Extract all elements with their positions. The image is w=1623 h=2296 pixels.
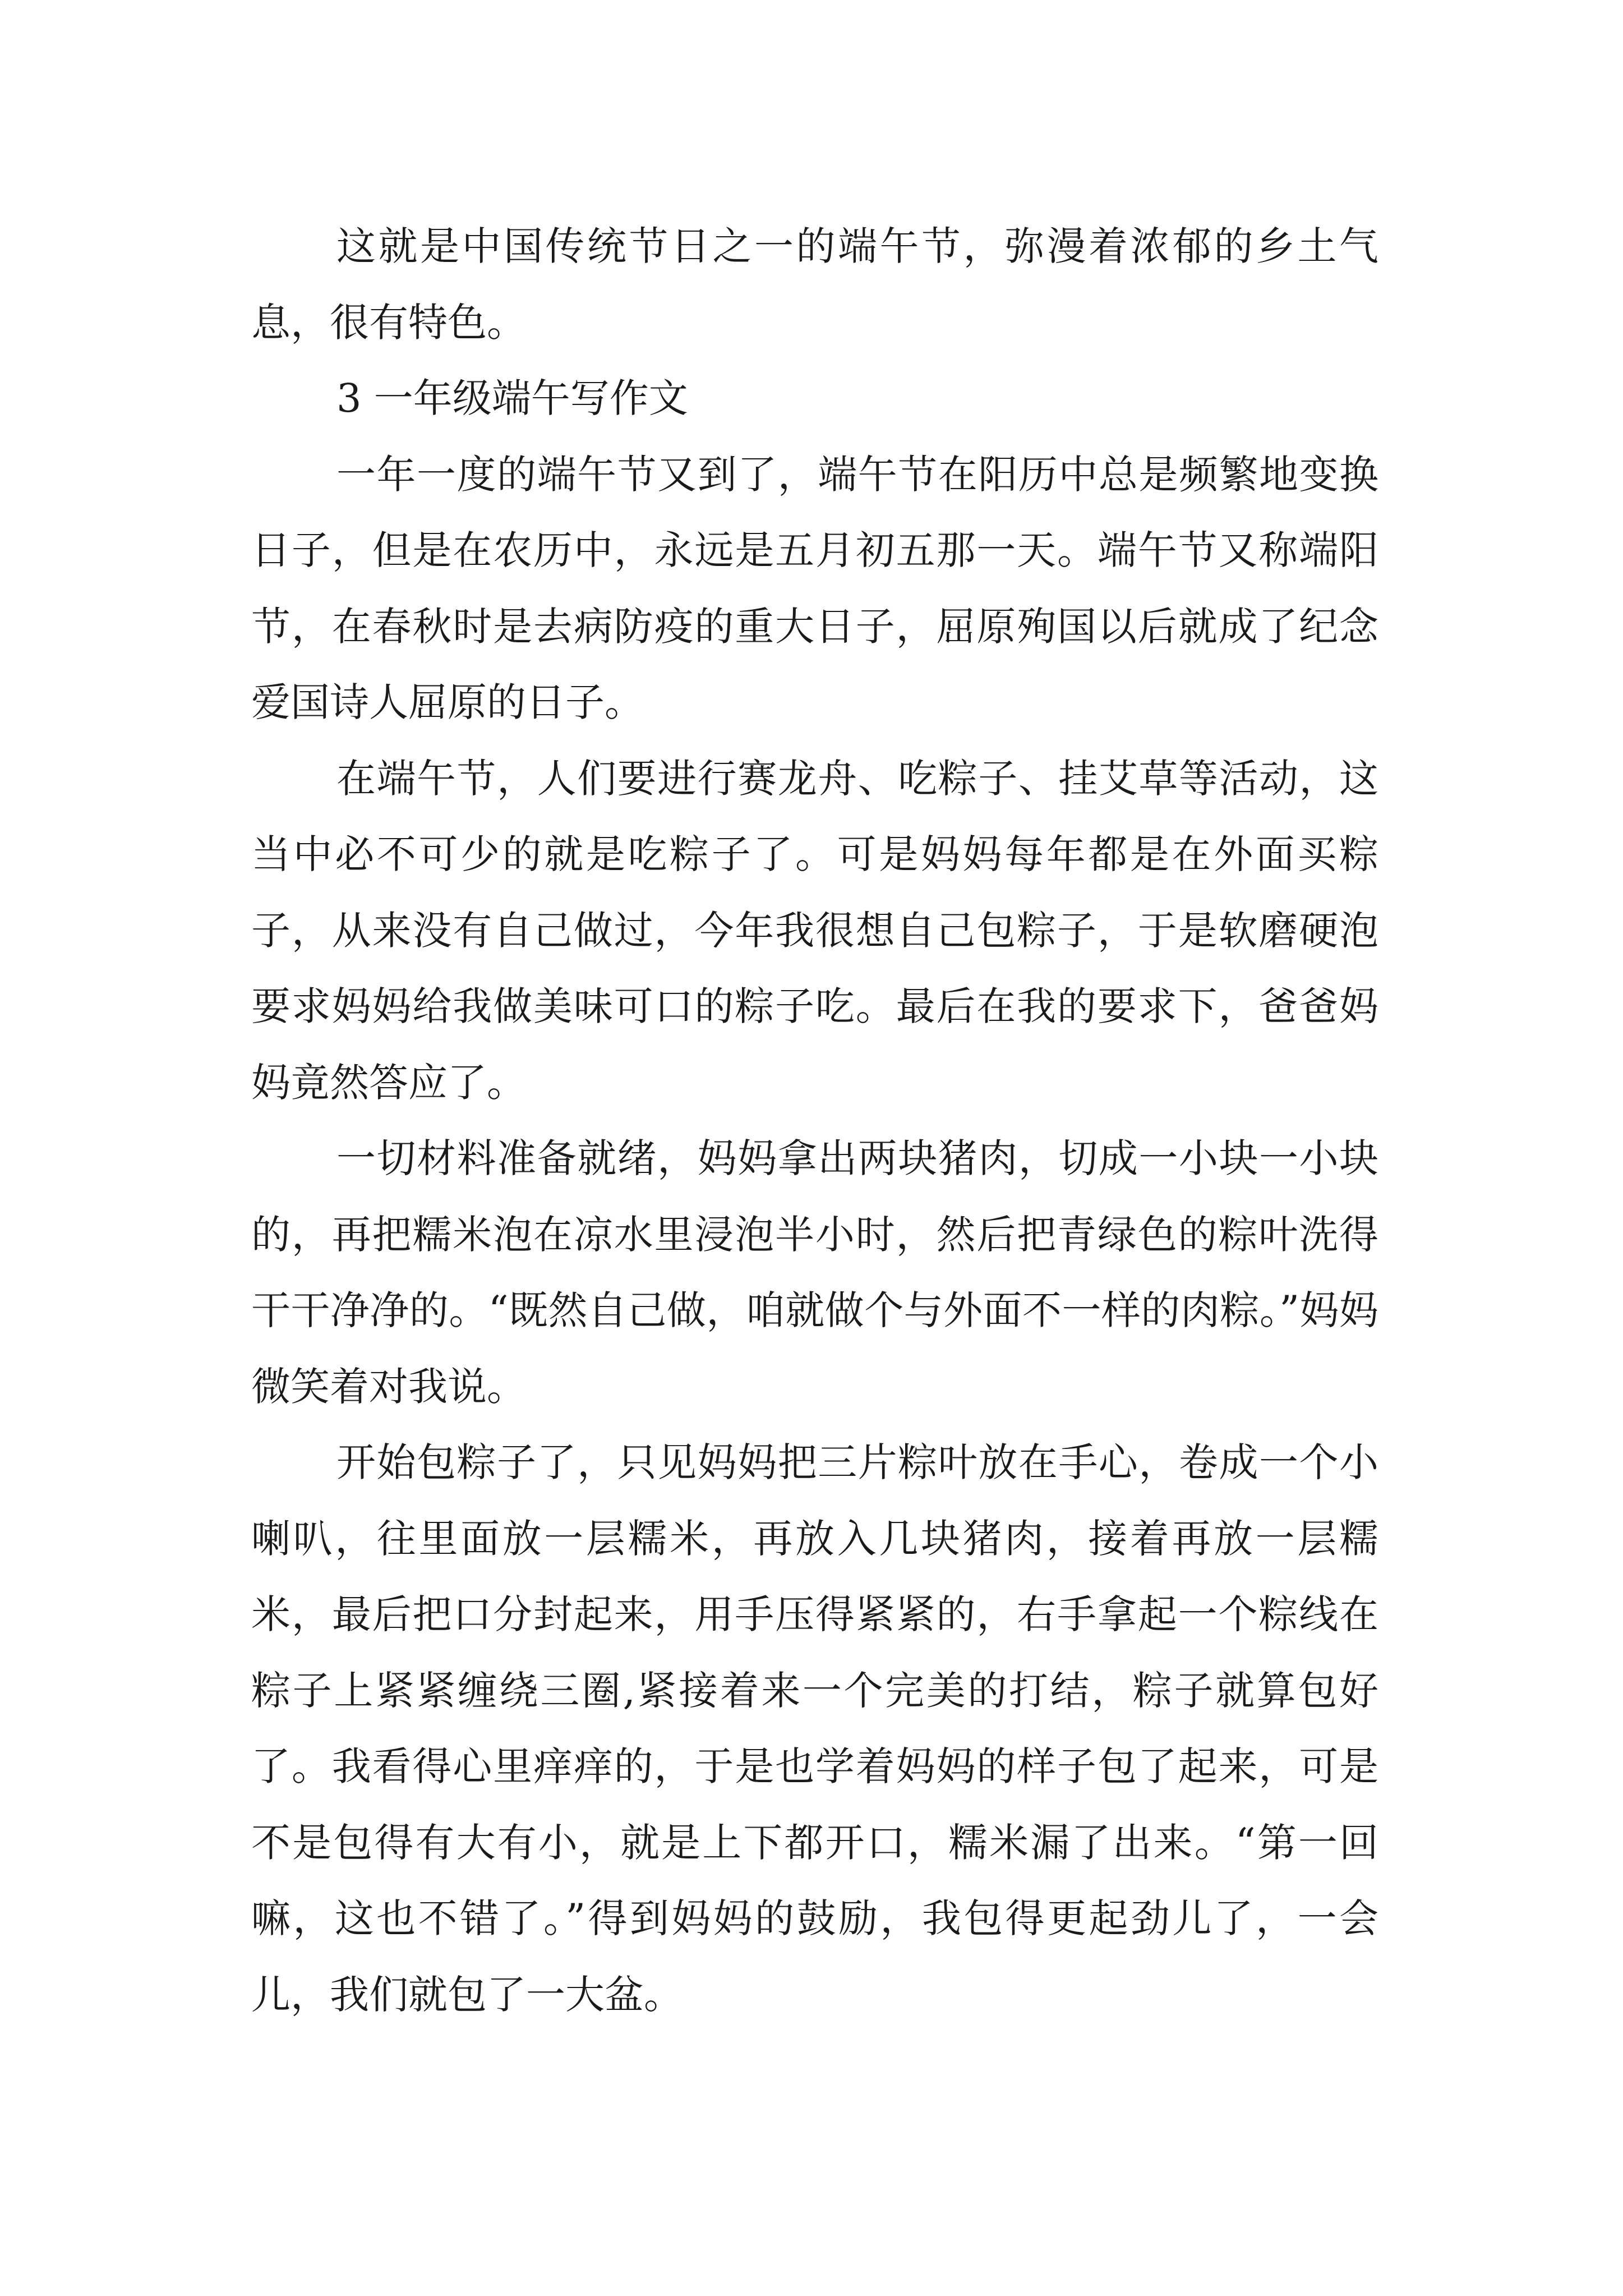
document-body	[251, 209, 1378, 2033]
section-heading: 3 一年级端午写作文	[336, 375, 688, 421]
paragraph-conclusion: 这就是中国传统节日之一的端午节，弥漫着浓郁的乡土气息，很有特色。	[251, 223, 1378, 346]
paragraph-preparation: 一切材料准备就绪，妈妈拿出两块猪肉，切成一小块一小块的，再把糯米泡在凉水里浸泡半小时，然后把青绿色的粽叶洗得干干净净的。“既然自己做，咱就做个与外面不一样的肉粽。”妈妈微笑着对我说。	[251, 1135, 1378, 1410]
paragraph-intro: 一年一度的端午节又到了，端午节在阳历中总是频繁地变换日子，但是在农历中，永远是五月初五那一天。端午节又称端阳节，在春秋时是去病防疫的重大日子，屈原殉国以后就成了纪念爱国诗人屈原的日子。	[251, 451, 1378, 725]
paragraph-activities: 在端午节，人们要进行赛龙舟、吃粽子、挂艾草等活动，这当中必不可少的就是吃粽子了。可是妈妈每年都是在外面买粽子，从来没有自己做过，今年我很想自己包粽子，于是软磨硬泡要求妈妈给我做美味可口的粽子吃。最后在我的要求下，爸爸妈妈竟然答应了。	[251, 755, 1378, 1106]
paragraph-wrapping: 开始包粽子了，只见妈妈把三片粽叶放在手心，卷成一个小喇叭，往里面放一层糯米，再放入几块猪肉，接着再放一层糯米，最后把口分封起来，用手压得紧紧的，右手拿起一个粽线在粽子上紧紧缠绕三圈,紧接着来一个完美的打结，粽子就算包好了。我看得心里痒痒的，于是也学着妈妈的样子包了起来，可是不是包得有大有小，就是上下都开口，糯米漏了出来。“第一回嘛，这也不错了。”得到妈妈的鼓励，我包得更起劲儿了，一会儿，我们就包了一大盆。	[251, 1439, 1378, 2018]
